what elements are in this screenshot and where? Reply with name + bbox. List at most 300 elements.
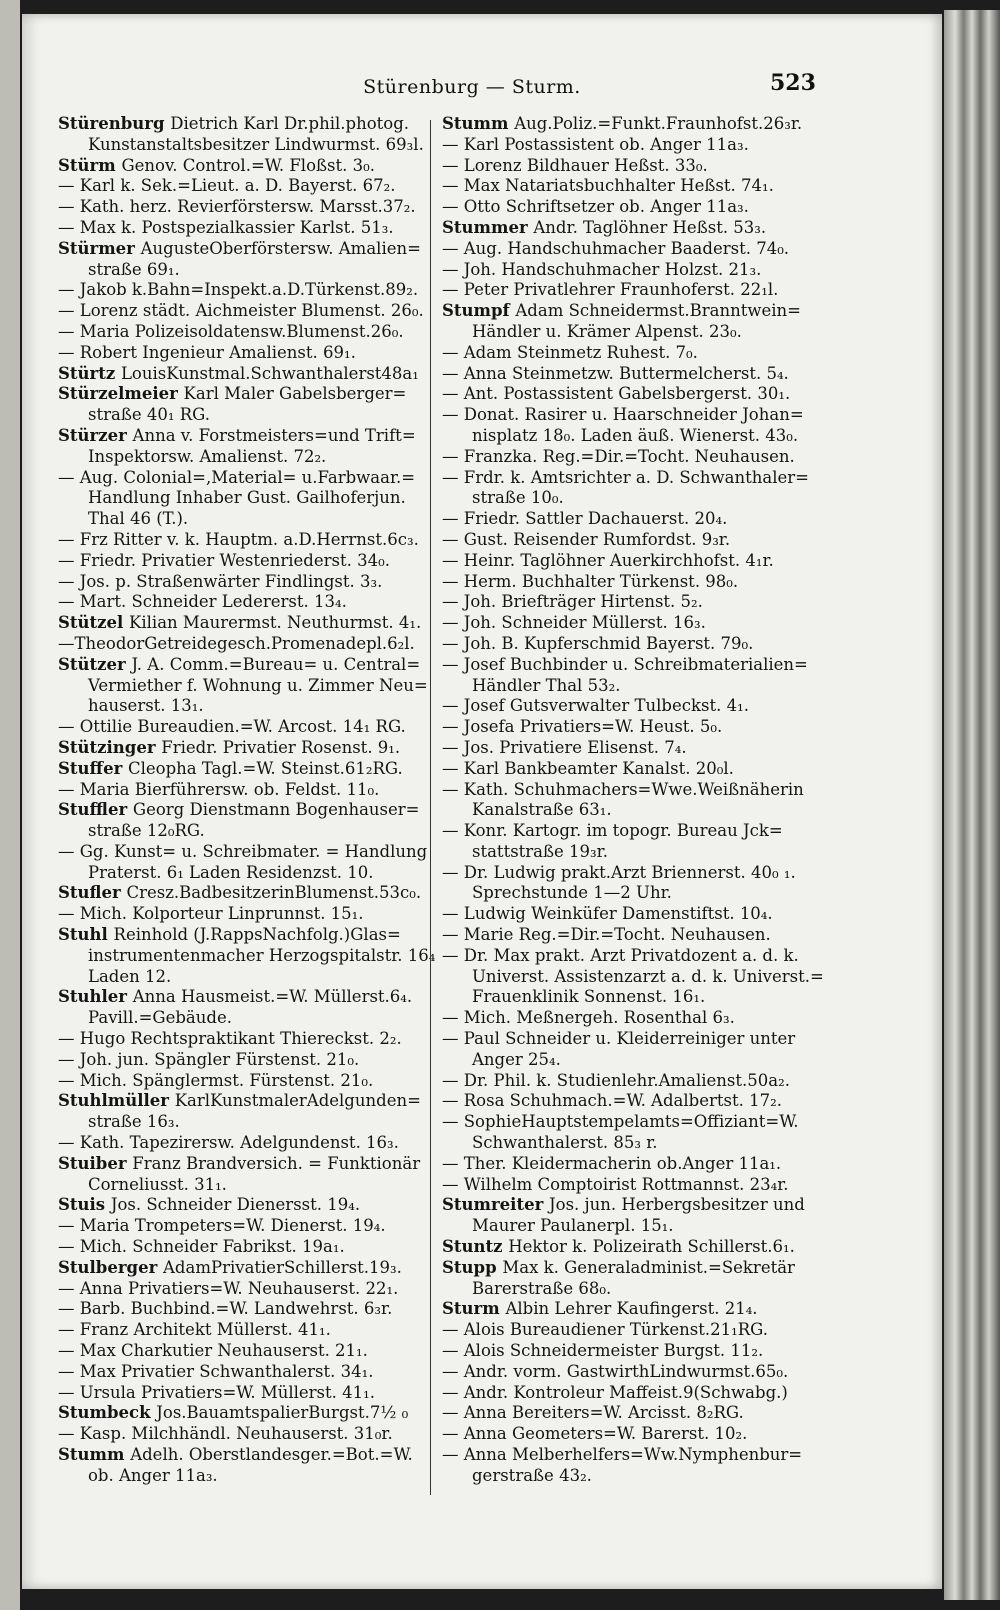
directory-entry <box>58 717 438 738</box>
previous-page-edge <box>0 0 20 1610</box>
entry-text: Jos. Schneider Dienersst. 19₄. <box>110 1195 361 1215</box>
entry-continuation-line <box>58 488 438 509</box>
entry-first-line <box>442 405 827 426</box>
directory-entry <box>58 1341 438 1362</box>
entry-first-line <box>442 1320 827 1341</box>
running-head: Stürenburg — Sturm. <box>363 76 581 98</box>
entry-text: Kanalstraße 63₁. <box>472 800 612 820</box>
entry-first-line <box>442 176 827 197</box>
directory-entry <box>442 1320 827 1341</box>
entry-text: — Peter Privatlehrer Fraunhoferst. 22₁l. <box>442 280 779 300</box>
directory-entry <box>58 1320 438 1341</box>
entry-first-line <box>442 364 827 385</box>
entry-text: — Mich. Spänglermst. Fürstenst. 21₀. <box>58 1070 374 1090</box>
entry-surname: Stützer <box>58 654 132 674</box>
entry-text: AdamPrivatierSchillerst.19₃. <box>163 1257 402 1277</box>
entry-text: — Anna Steinmetzw. Buttermelcherst. 5₄. <box>442 363 789 383</box>
entry-text: Cleopha Tagl.=W. Steinst.61₂RG. <box>128 758 403 778</box>
entry-first-line <box>58 176 438 197</box>
directory-entry <box>442 634 827 655</box>
entry-text: — Joh. jun. Spängler Fürstenst. 21₀. <box>58 1049 360 1069</box>
entry-text: — Joh. Handschuhmacher Holzst. 21₃. <box>442 259 762 279</box>
directory-entry <box>58 322 438 343</box>
entry-first-line <box>58 364 438 385</box>
entry-text: — Dr. Phil. k. Studienlehr.Amalienst.50a₂. <box>442 1070 790 1090</box>
entry-first-line <box>442 1258 827 1279</box>
entry-text: — Franzka. Reg.=Dir.=Tocht. Neuhausen. <box>442 446 795 466</box>
directory-entry <box>58 468 438 530</box>
page-number: 523 <box>770 70 816 96</box>
directory-entry <box>58 1299 438 1320</box>
directory-entry <box>442 1383 827 1404</box>
entry-surname: Stumm <box>58 1445 131 1464</box>
entry-text: — Konr. Kartogr. im topogr. Bureau Jck= <box>442 821 783 841</box>
entry-text: KarlKunstmalerAdelgunden= <box>174 1091 421 1111</box>
entry-surname: Stürmer <box>58 238 141 258</box>
entry-first-line <box>442 218 827 239</box>
directory-entry <box>58 1237 438 1258</box>
entry-continuation-line <box>58 967 438 988</box>
entry-first-line <box>442 634 827 655</box>
entry-first-line <box>442 780 827 801</box>
entry-continuation-line <box>442 883 827 904</box>
entry-first-line <box>58 717 438 738</box>
entry-continuation-line <box>442 800 827 821</box>
entry-text: — Mich. Meßnergeh. Rosenthal 6₃. <box>442 1008 735 1028</box>
entry-first-line <box>58 759 438 780</box>
entry-text: — Robert Ingenieur Amalienst. 69₁. <box>58 342 356 362</box>
directory-entry <box>442 1091 827 1112</box>
entry-text: — Marie Reg.=Dir.=Tocht. Neuhausen. <box>442 925 771 945</box>
entry-text: ob. Anger 11a₃. <box>88 1465 218 1485</box>
directory-entry <box>58 987 438 1029</box>
entry-first-line <box>58 1403 438 1424</box>
entry-first-line <box>58 1299 438 1320</box>
entry-continuation-line <box>58 1112 438 1133</box>
entry-surname: Stürm <box>58 155 122 175</box>
directory-entry <box>442 509 827 530</box>
entry-text: — Andr. Kontroleur Maffeist.9(Schwabg.) <box>442 1382 788 1402</box>
entry-text: Universt. Assistenzarzt a. d. k. Universt.= <box>472 966 824 986</box>
entry-text: Anna Hausmeist.=W. Müllerst.6₄. <box>132 987 413 1007</box>
directory-entry <box>442 1403 827 1424</box>
entry-first-line <box>442 655 827 676</box>
entry-first-line <box>58 468 438 489</box>
entry-first-line <box>58 322 438 343</box>
entry-text: Max k. Generaladminist.=Sekretär <box>502 1257 795 1277</box>
directory-entry <box>442 738 827 759</box>
entry-text: Pavill.=Gebäude. <box>88 1008 232 1028</box>
entry-continuation-line <box>58 1175 438 1196</box>
entry-surname: Stumbeck <box>58 1403 157 1423</box>
entry-first-line <box>58 1279 438 1300</box>
entry-first-line <box>58 1050 438 1071</box>
entry-first-line <box>442 1299 827 1320</box>
entry-first-line <box>58 1154 438 1175</box>
directory-entry <box>442 613 827 634</box>
entry-first-line <box>442 301 827 322</box>
entry-text: Handlung Inhaber Gust. Gailhoferjun. <box>88 488 406 508</box>
entry-continuation-line <box>442 1279 827 1300</box>
directory-entry <box>442 1237 827 1258</box>
entry-first-line <box>58 842 438 863</box>
directory-entry <box>58 572 438 593</box>
directory-entry <box>58 551 438 572</box>
page-header <box>22 60 942 100</box>
directory-entry <box>442 551 827 572</box>
entry-first-line <box>442 468 827 489</box>
entry-continuation-line <box>58 821 438 842</box>
entry-continuation-line <box>442 967 827 988</box>
entry-continuation-line <box>58 946 438 967</box>
entry-first-line <box>442 904 827 925</box>
entry-first-line <box>442 280 827 301</box>
directory-entry <box>442 717 827 738</box>
entry-first-line <box>442 1112 827 1133</box>
directory-entry <box>58 384 438 426</box>
directory-entry <box>58 1362 438 1383</box>
entry-text: Friedr. Privatier Rosenst. 9₁. <box>161 737 401 757</box>
directory-entry <box>58 655 438 717</box>
entry-text: Händler u. Krämer Alpenst. 23₀. <box>472 321 742 341</box>
directory-entry <box>442 1258 827 1300</box>
entry-text: Frauenklinik Sonnenst. 16₁. <box>472 987 706 1007</box>
directory-entry <box>58 530 438 551</box>
entry-first-line <box>58 1445 438 1466</box>
entry-text: Praterst. 6₁ Laden Residenzst. 10. <box>88 862 374 882</box>
entry-text: — Frdr. k. Amtsrichter a. D. Schwanthaler= <box>442 467 809 487</box>
entry-text: — Friedr. Sattler Dachauerst. 20₄. <box>442 509 728 529</box>
directory-entry <box>58 1195 438 1216</box>
entry-text: — Josefa Privatiers=W. Heust. 5₀. <box>442 717 723 737</box>
entry-text: — Donat. Rasirer u. Haarschneider Johan= <box>442 405 804 425</box>
entry-first-line <box>58 1133 438 1154</box>
entry-first-line <box>58 1071 438 1092</box>
entry-text: — Max k. Postspezialkassier Karlst. 51₃. <box>58 217 394 237</box>
directory-entry <box>442 1175 827 1196</box>
directory-entry <box>58 1029 438 1050</box>
entry-surname: Stützel <box>58 613 130 633</box>
entry-first-line <box>58 987 438 1008</box>
directory-entry <box>58 1071 438 1092</box>
entry-text: straße 16₃. <box>88 1112 180 1132</box>
directory-entry <box>58 1258 438 1279</box>
directory-entry <box>442 1424 827 1445</box>
directory-entry <box>442 863 827 905</box>
entry-first-line <box>442 1195 827 1216</box>
directory-entry <box>442 530 827 551</box>
entry-text: — Dr. Ludwig prakt.Arzt Briennerst. 40₀ ₁. <box>442 862 796 882</box>
entry-continuation-line <box>58 696 438 717</box>
directory-entry <box>58 280 438 301</box>
directory-entry <box>442 1112 827 1154</box>
entry-first-line <box>58 343 438 364</box>
directory-entry <box>58 1050 438 1071</box>
directory-entry <box>58 634 438 655</box>
entry-text: — Joh. Briefträger Hirtenst. 5₂. <box>442 592 703 612</box>
directory-entry <box>58 156 438 177</box>
directory-entry <box>442 280 827 301</box>
entry-surname: Stuhler <box>58 987 133 1007</box>
entry-surname: Stulberger <box>58 1257 164 1277</box>
entry-text: — Karl k. Sek.=Lieut. a. D. Bayerst. 67₂. <box>58 176 396 196</box>
entry-first-line <box>442 343 827 364</box>
entry-text: Kunstanstaltsbesitzer Lindwurmst. 69₃l. <box>88 134 424 154</box>
entry-text: — Friedr. Privatier Westenriederst. 34₀. <box>58 550 390 570</box>
directory-entry <box>58 1216 438 1237</box>
entry-text: — Otto Schriftsetzer ob. Anger 11a₃. <box>442 197 749 217</box>
entry-first-line <box>442 239 827 260</box>
entry-first-line <box>442 572 827 593</box>
entry-text: — Ursula Privatiers=W. Müllerst. 41₁. <box>58 1382 376 1402</box>
entry-text: Maurer Paulanerpl. 15₁. <box>472 1216 674 1236</box>
entry-first-line <box>58 530 438 551</box>
entry-first-line <box>442 551 827 572</box>
entry-continuation-line <box>442 987 827 1008</box>
entry-text: — Lorenz städt. Aichmeister Blumenst. 26₀. <box>58 301 424 321</box>
entry-text: — Max Natariatsbuchhalter Heßst. 74₁. <box>442 176 774 196</box>
directory-entry <box>58 364 438 385</box>
entry-first-line <box>442 1341 827 1362</box>
entry-surname: Stürzelmeier <box>58 384 184 404</box>
entry-first-line <box>442 384 827 405</box>
entry-text: — Anna Privatiers=W. Neuhauserst. 22₁. <box>58 1278 399 1298</box>
entry-continuation-line <box>442 488 827 509</box>
entry-surname: Stumreiter <box>442 1195 550 1215</box>
entry-first-line <box>58 1237 438 1258</box>
directory-entry <box>58 1279 438 1300</box>
directory-entry <box>58 1383 438 1404</box>
entry-text: — Herm. Buchhalter Türkenst. 98₀. <box>442 571 739 591</box>
entry-text: — Ant. Postassistent Gabelsbergerst. 30₁. <box>442 384 791 404</box>
entry-continuation-line <box>442 676 827 697</box>
entry-surname: Stupp <box>442 1257 503 1277</box>
entry-first-line <box>58 301 438 322</box>
directory-entry <box>442 218 827 239</box>
entry-text: Barerstraße 68₀. <box>472 1278 612 1298</box>
entry-text: — Dr. Max prakt. Arzt Privatdozent a. d. k. <box>442 945 799 965</box>
entry-first-line <box>58 156 438 177</box>
entry-first-line <box>442 1237 827 1258</box>
entry-continuation-line <box>442 1216 827 1237</box>
directory-entry <box>442 904 827 925</box>
entry-text: — Paul Schneider u. Kleiderreiniger unter <box>442 1029 796 1049</box>
entry-first-line <box>442 863 827 884</box>
entry-text: — Anna Geometers=W. Barerst. 10₂. <box>442 1424 748 1444</box>
entry-first-line <box>58 800 438 821</box>
entry-text: Genov. Control.=W. Floßst. 3₀. <box>121 155 375 175</box>
entry-surname: Stürenburg <box>58 114 171 133</box>
entry-text: — Hugo Rechtspraktikant Thiereckst. 2₂. <box>58 1029 402 1049</box>
directory-entry <box>442 468 827 510</box>
entry-first-line <box>442 696 827 717</box>
directory-entry <box>442 114 827 135</box>
directory-entry <box>442 156 827 177</box>
entry-text: — Kasp. Milchhändl. Neuhauserst. 31₀r. <box>58 1424 393 1444</box>
entry-text: — Heinr. Taglöhner Auerkirchhofst. 4₁r. <box>442 550 774 570</box>
entry-text: Aug.Poliz.=Funkt.Fraunhofst.26₃r. <box>514 114 803 133</box>
entry-continuation-line <box>442 842 827 863</box>
entry-text: Vermiether f. Wohnung u. Zimmer Neu= <box>88 675 428 695</box>
entry-first-line <box>442 156 827 177</box>
directory-entry <box>58 592 438 613</box>
entry-text: — Karl Bankbeamter Kanalst. 20₀l. <box>442 758 734 778</box>
entry-first-line <box>442 1071 827 1092</box>
entry-first-line <box>58 925 438 946</box>
directory-entry <box>442 696 827 717</box>
directory-entry <box>58 780 438 801</box>
entry-text: Franz Brandversich. = Funktionär <box>132 1153 421 1173</box>
entry-first-line <box>58 738 438 759</box>
entry-first-line <box>58 426 438 447</box>
directory-entry <box>442 1071 827 1092</box>
entry-surname: Stumpf <box>442 301 516 321</box>
entry-text: LouisKunstmal.Schwanthalerst48a₁ <box>120 363 419 383</box>
entry-text: Kilian Maurermst. Neuthurmst. 4₁. <box>129 613 422 633</box>
entry-first-line <box>442 114 827 135</box>
directory-entry <box>58 1403 438 1424</box>
entry-text: — Andr. vorm. GastwirthLindwurmst.65₀. <box>442 1361 789 1381</box>
entry-surname: Stuhl <box>58 925 114 945</box>
entry-first-line <box>58 1258 438 1279</box>
directory-entry <box>58 197 438 218</box>
entry-text: straße 69₁. <box>88 259 180 279</box>
entry-text: Reinhold (J.RappsNachfolg.)Glas= <box>113 925 401 945</box>
column-divider <box>430 120 431 1495</box>
entry-text: — Ther. Kleidermacherin ob.Anger 11a₁. <box>442 1153 782 1173</box>
entry-text: J. A. Comm.=Bureau= u. Central= <box>131 654 421 674</box>
entry-text: — Barb. Buchbind.=W. Landwehrst. 6₃r. <box>58 1299 393 1319</box>
entry-surname: Stuntz <box>442 1237 509 1257</box>
entry-text: — Frz Ritter v. k. Hauptm. a.D.Herrnst.6c₃. <box>58 529 419 549</box>
entry-continuation-line <box>442 1133 827 1154</box>
entry-text: — Alois Schneidermeister Burgst. 11₂. <box>442 1341 764 1361</box>
entry-text: — Franz Architekt Müllerst. 41₁. <box>58 1320 331 1340</box>
entry-text: gerstraße 43₂. <box>472 1465 592 1485</box>
entry-text: straße 40₁ RG. <box>88 405 210 425</box>
entry-continuation-line <box>442 426 827 447</box>
entry-text: — Max Privatier Schwanthalerst. 34₁. <box>58 1361 374 1381</box>
directory-entry <box>442 176 827 197</box>
directory-entry <box>58 343 438 364</box>
entry-text: — Kath. Tapezirersw. Adelgundenst. 16₃. <box>58 1133 399 1153</box>
entry-text: instrumentenmacher Herzogspitalstr. 16₄ <box>88 945 436 965</box>
directory-entry <box>442 1008 827 1029</box>
directory-entry <box>58 759 438 780</box>
entry-first-line <box>442 946 827 967</box>
entry-first-line <box>442 1029 827 1050</box>
entry-text: — Mart. Schneider Ledererst. 13₄. <box>58 592 347 612</box>
entry-first-line <box>58 1195 438 1216</box>
entry-surname: Stuffer <box>58 758 129 778</box>
entry-first-line <box>58 634 438 655</box>
entry-surname: Stufler <box>58 883 127 903</box>
entry-first-line <box>58 1091 438 1112</box>
entry-text: — Joh. B. Kupferschmid Bayerst. 79₀. <box>442 633 754 653</box>
entry-text: — Kath. herz. Revierförstersw. Marsst.37₂. <box>58 197 416 217</box>
entry-text: Anger 25₄. <box>472 1049 561 1069</box>
entry-surname: Stützinger <box>58 737 162 757</box>
entry-first-line <box>58 384 438 405</box>
entry-text: — Josef Buchbinder u. Schreibmaterialien= <box>442 654 808 674</box>
entry-continuation-line <box>442 1050 827 1071</box>
entry-first-line <box>58 1216 438 1237</box>
directory-entry <box>58 883 438 904</box>
entry-continuation-line <box>58 676 438 697</box>
directory-entry <box>442 759 827 780</box>
entry-text: — Max Charkutier Neuhauserst. 21₁. <box>58 1341 368 1361</box>
entry-continuation-line <box>58 1008 438 1029</box>
entry-text: — Rosa Schuhmach.=W. Adalbertst. 17₂. <box>442 1091 782 1111</box>
entry-text: Sprechstunde 1—2 Uhr. <box>472 883 672 903</box>
entry-surname: Stuiber <box>58 1153 133 1173</box>
entry-text: — Maria Bierführersw. ob. Feldst. 11₀. <box>58 779 380 799</box>
entry-text: — Maria Trompeters=W. Dienerst. 19₄. <box>58 1216 386 1236</box>
entry-first-line <box>58 904 438 925</box>
entry-first-line <box>58 1029 438 1050</box>
entry-text: — Jos. Privatiere Elisenst. 7₄. <box>442 737 687 757</box>
entry-continuation-line <box>58 447 438 468</box>
entry-first-line <box>442 1362 827 1383</box>
entry-first-line <box>442 530 827 551</box>
entry-text: — Gust. Reisender Rumfordst. 9₃r. <box>442 529 731 549</box>
entry-text: — SophieHauptstempelamts=Offiziant=W. <box>442 1112 799 1132</box>
entry-text: — Aug. Handschuhmacher Baaderst. 74₀. <box>442 238 790 258</box>
directory-entry <box>442 925 827 946</box>
entry-continuation-line <box>442 1466 827 1487</box>
directory-entry <box>442 655 827 697</box>
entry-text: Cresz.BadbesitzerinBlumenst.53c₀. <box>126 883 422 903</box>
entry-text: Jos.BauamtspalierBurgst.7½ ₀ <box>156 1403 409 1423</box>
entry-text: stattstraße 19₃r. <box>472 841 608 861</box>
directory-entry <box>442 592 827 613</box>
entry-text: Karl Maler Gabelsberger= <box>183 384 407 404</box>
entry-continuation-line <box>58 135 438 156</box>
directory-entry <box>58 239 438 281</box>
directory-entry <box>58 1445 438 1487</box>
directory-entry <box>58 904 438 925</box>
entry-text: — Wilhelm Comptoirist Rottmannst. 23₄r. <box>442 1174 789 1194</box>
entry-text: Georg Dienstmann Bogenhauser= <box>132 800 420 820</box>
entry-text: Andr. Taglöhner Heßst. 53₃. <box>533 217 767 237</box>
entry-first-line <box>442 1091 827 1112</box>
entry-surname: Stürtz <box>58 363 121 383</box>
entry-first-line <box>442 738 827 759</box>
directory-entry <box>442 260 827 281</box>
directory-entry <box>442 821 827 863</box>
entry-first-line <box>442 1175 827 1196</box>
entry-text: — Karl Postassistent ob. Anger 11a₃. <box>442 134 749 154</box>
entry-first-line <box>442 821 827 842</box>
directory-entry <box>58 218 438 239</box>
entry-first-line <box>58 1383 438 1404</box>
directory-entry <box>58 301 438 322</box>
entry-surname: Sturm <box>442 1299 506 1319</box>
directory-entry <box>442 1299 827 1320</box>
directory-entry <box>442 780 827 822</box>
entry-continuation-line <box>58 509 438 530</box>
entry-first-line <box>442 260 827 281</box>
entry-text: Adam Schneidermst.Branntwein= <box>515 301 801 321</box>
entry-first-line <box>58 883 438 904</box>
entry-text: — Ludwig Weinküfer Damenstiftst. 10₄. <box>442 904 773 924</box>
entry-first-line <box>58 218 438 239</box>
entry-text: — Kath. Schuhmachers=Wwe.Weißnäherin <box>442 779 804 799</box>
entry-text: — Anna Melberhelfers=Ww.Nymphenbur= <box>442 1445 803 1464</box>
entry-text: hauserst. 13₁. <box>88 696 204 716</box>
entry-text: — Gg. Kunst= u. Schreibmater. = Handlung <box>58 841 428 861</box>
entry-text: — Ottilie Bureaudien.=W. Arcost. 14₁ RG. <box>58 717 406 737</box>
